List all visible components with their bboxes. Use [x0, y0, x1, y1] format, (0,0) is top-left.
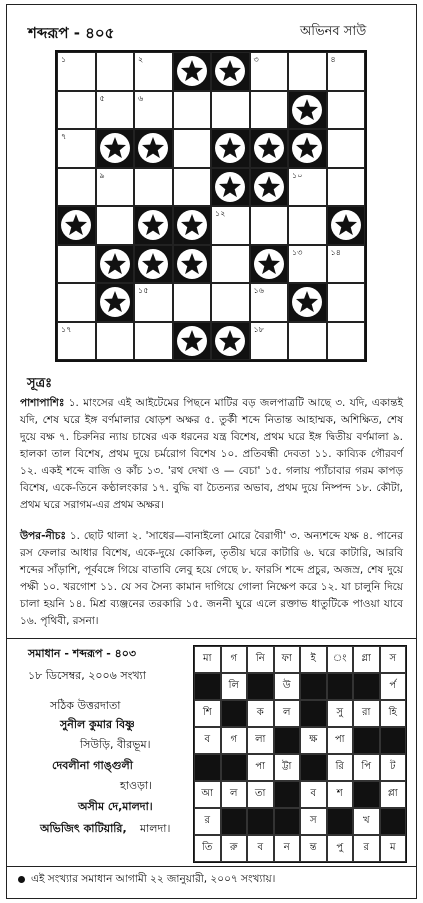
star-icon: [254, 172, 284, 202]
star-cell: [173, 52, 212, 91]
clue-number: ৬: [138, 93, 144, 103]
solution-cell: ই: [300, 646, 327, 673]
star-icon: [177, 210, 207, 240]
clue-number: ৪: [330, 55, 336, 64]
section-divider: [6, 638, 417, 639]
star-cell: [327, 206, 366, 245]
solution-grid: [193, 645, 407, 863]
grid-cell: [211, 91, 250, 130]
grid-cell: [327, 322, 366, 361]
solution-date: ১৮ ডিসেম্বর, ২০০৬ সংখ্যা: [28, 669, 146, 682]
star-icon: [100, 287, 130, 317]
grid-cell: [288, 206, 327, 245]
solution-cell: শ: [327, 781, 354, 808]
solution-cell: পা: [327, 727, 354, 754]
grid-cell: [96, 91, 135, 130]
grid-cell: [211, 206, 250, 245]
solution-cell: ট: [380, 754, 407, 781]
grid-cell: [250, 91, 289, 130]
star-icon: [100, 133, 130, 163]
solution-title: সমাধান - শব্দরূপ - ৪০৩: [28, 647, 137, 660]
solution-cell: উ: [274, 673, 301, 700]
grid-cell: [134, 52, 173, 91]
solver-name: দেবলীনা গাঙ্গুলী: [52, 759, 133, 772]
solution-cell: ং: [327, 646, 354, 673]
clue-number: ১২: [215, 209, 226, 218]
black-cell: [221, 754, 248, 781]
bullet-icon: [18, 876, 25, 883]
footer-text: এই সংখ্যার সমাধান আগামী ২২ জানুয়ারী, ২০০৭ সংখ্যায়।: [31, 873, 276, 885]
clue-number: ১: [61, 55, 67, 64]
star-icon: [292, 95, 322, 125]
footer-divider: [6, 866, 417, 867]
grid-cell: [250, 283, 289, 322]
grid-cell: [250, 322, 289, 361]
black-cell: [300, 700, 327, 727]
clue-number: ১৩: [292, 247, 303, 257]
star-icon: [177, 326, 207, 356]
black-cell: [274, 781, 301, 808]
star-icon: [292, 287, 322, 317]
grid-cell: [134, 168, 173, 207]
solution-cell: পা: [247, 754, 274, 781]
across-label: পাশাপাশিঃ: [20, 397, 65, 409]
clue-number: ৯: [99, 170, 105, 180]
solver-name: অসীম দে,মালদা।: [78, 800, 153, 813]
star-cell: [134, 245, 173, 284]
solution-cell: র: [353, 835, 380, 862]
clue-number: ১৫: [138, 286, 149, 295]
solution-cell: প্লা: [380, 781, 407, 808]
star-icon: [177, 249, 207, 279]
star-icon: [215, 326, 245, 356]
star-icon: [254, 133, 284, 163]
solution-cell: ন: [274, 835, 301, 862]
black-cell: [380, 808, 407, 835]
black-cell: [221, 808, 248, 835]
solution-cell: গ্লা: [353, 646, 380, 673]
grid-cell: [173, 91, 212, 130]
grid-cell: [57, 168, 96, 207]
solution-cell: রা: [353, 700, 380, 727]
star-cell: [288, 283, 327, 322]
solution-cell: খ: [353, 808, 380, 835]
black-cell: [353, 673, 380, 700]
star-cell: [211, 129, 250, 168]
grid-cell: [173, 168, 212, 207]
star-cell: [134, 129, 173, 168]
solution-cell: আ: [194, 781, 221, 808]
solution-cell: শি: [194, 700, 221, 727]
solution-cell: পি: [353, 754, 380, 781]
star-cell: [96, 129, 135, 168]
black-cell: [247, 673, 274, 700]
star-cell: [96, 245, 135, 284]
star-icon: [254, 249, 284, 279]
star-icon: [138, 249, 168, 279]
grid-cell: [57, 129, 96, 168]
solution-cell: ব: [194, 727, 221, 754]
down-text: ১. ছোট থালা ২. 'সাধের—বানাইলো মোরে বৈরাগী' ৩. অন্যশব্দে যক্ষ ৪. পানের রস ফেলার আধার বিশেষ, একে-দুয়ে কোকিল, তৃতীয় ঘরে কাটারি ৬. ঘরে কাটারি, আরবি শব্দের সাঁড়াশি, পূর্ববঙ্গে গিয়ে বাতাবি লেবু হয়ে গেছে ৮. ফারসি শব্দে প্রচুর, অজস্র, শেষ দুয়ে পক্ষী ১০. খরগোশ ১১. যে সব সৈন্য কামান দাগিয়ে গোলা নিক্ষেপ করে ১২. যা চালুনি দিয়ে চালা হয়নি ১৪. মিশ্র ব্যঞ্জনের তরকারি ১৫. জননী ঘুরে এলে রক্তাভ ধাতুটিকে পাওয়া যাবে ১৬. পৃথিবী, রসনা।: [20, 530, 403, 627]
crossword-grid: [55, 50, 367, 362]
solution-cell: রু: [221, 835, 248, 862]
star-icon: [331, 210, 361, 240]
solution-cell: গ: [221, 727, 248, 754]
black-cell: [300, 754, 327, 781]
grid-cell: [57, 91, 96, 130]
star-icon: [138, 133, 168, 163]
author-name: অভিনব সাউ: [300, 24, 367, 39]
grid-cell: [96, 168, 135, 207]
solution-cell: তা: [247, 781, 274, 808]
solution-cell: গ: [221, 646, 248, 673]
across-text: ১. মাংসের এই আইটেমের পিছনে মাটির বড় জলপাত্রটি আছে ৩. যদি, একান্তই যদি, শেষ ঘরে ইঙ্গ বর্ণমালার ষোড়শ অক্ষর ৫. তুর্কী শব্দে নিতান্ত আহাম্মক, অশিক্ষিত, শেষ দুয়ে বক্ষ ৭. চিরুনির ন্যায় চাষের এক ধরনের যন্ত্র বিশেষ, প্রথম ঘরে ইঙ্গ দ্বিতীয় বর্ণমালা ৯. হালকা তাল বিশেষ, প্রথম দুয়ে চর্মরোগ বিশেষ ১০. প্রতিবন্ধী দেবতা ১১. কাব্যিক গৌরবর্ণ ১২. একই শব্দে বাজি ও কাঁচ ১৩. 'রথ দেখা ও — বেচা' ১৫. গলায় প্যাঁচাবার গরম কাপড় বিশেষ, একে-তিনে কণ্ঠালংকার ১৭. বুদ্ধি বা চৈতন্যর অভাব, প্রথম দুয়ে নিষ্পন্দ ১৮. কৌটা, প্রথম ঘরে সরাগম-এর প্রথম অক্ষর।: [20, 397, 403, 511]
grid-cell: [327, 91, 366, 130]
solution-cell: ক্ষ: [300, 727, 327, 754]
star-icon: [215, 133, 245, 163]
star-icon: [100, 249, 130, 279]
solution-cell: স: [300, 808, 327, 835]
solution-cell: ল: [274, 700, 301, 727]
grid-cell: [250, 52, 289, 91]
star-icon: [61, 210, 91, 240]
grid-cell: [211, 283, 250, 322]
star-cell: [211, 322, 250, 361]
star-icon: [292, 133, 322, 163]
star-cell: [211, 52, 250, 91]
black-cell: [194, 673, 221, 700]
solution-cell: স: [380, 646, 407, 673]
star-cell: [250, 245, 289, 284]
grid-cell: [211, 245, 250, 284]
black-cell: [353, 727, 380, 754]
star-cell: [96, 283, 135, 322]
solution-cell: লি: [221, 673, 248, 700]
solver-place: মালদা।: [140, 822, 171, 835]
clue-number: ৫: [99, 93, 105, 103]
clue-number: ৩: [253, 55, 259, 64]
down-label: উপর-নীচঃ: [20, 530, 66, 542]
grid-cell: [134, 283, 173, 322]
solution-cell: রি: [327, 754, 354, 781]
clue-number: ২: [138, 55, 144, 64]
black-cell: [274, 727, 301, 754]
clue-number: ১৭: [61, 324, 72, 334]
across-clues: [20, 395, 403, 514]
grid-cell: [327, 168, 366, 207]
grid-cell: [327, 52, 366, 91]
clue-number: ৭: [61, 132, 67, 141]
solver-place: সিউড়ি, বীরভূম।: [80, 738, 151, 751]
solution-cell: ট্টা: [274, 754, 301, 781]
solution-cell: সু: [327, 700, 354, 727]
solver-name: সুনীল কুমার বিষ্ণু: [60, 718, 135, 731]
black-cell: [221, 700, 248, 727]
solver-place: হাওড়া।: [120, 779, 153, 792]
grid-cell: [173, 129, 212, 168]
footer-note: [18, 872, 275, 889]
black-cell: [380, 727, 407, 754]
black-cell: [353, 781, 380, 808]
solution-cell: লা: [247, 727, 274, 754]
star-icon: [138, 210, 168, 240]
clues-heading: সূত্রঃ: [27, 376, 53, 391]
puzzle-title: শব্দরূপ - ৪০৫: [28, 24, 115, 42]
clue-number: ১০: [292, 170, 303, 180]
grid-cell: [57, 245, 96, 284]
solution-cell: নি: [247, 646, 274, 673]
star-cell: [288, 91, 327, 130]
black-cell: [327, 808, 354, 835]
grid-cell: [288, 168, 327, 207]
clue-number: ১৬: [253, 286, 264, 295]
solution-cell: ব: [300, 781, 327, 808]
grid-cell: [57, 283, 96, 322]
star-cell: [173, 245, 212, 284]
grid-cell: [288, 322, 327, 361]
solution-cell: ন্ত: [300, 835, 327, 862]
black-cell: [300, 673, 327, 700]
grid-cell: [288, 52, 327, 91]
star-cell: [173, 206, 212, 245]
grid-cell: [327, 129, 366, 168]
solution-cell: র: [194, 808, 221, 835]
grid-cell: [96, 206, 135, 245]
grid-cell: [57, 322, 96, 361]
down-clues: [20, 528, 403, 630]
solution-cell: ক: [247, 700, 274, 727]
solution-cell: পু: [327, 835, 354, 862]
grid-cell: [250, 206, 289, 245]
grid-cell: [173, 283, 212, 322]
grid-cell: [134, 91, 173, 130]
grid-cell: [57, 52, 96, 91]
clue-number: ১৪: [330, 247, 341, 257]
black-cell: [274, 808, 301, 835]
star-cell: [211, 168, 250, 207]
solution-cell: তি: [194, 835, 221, 862]
solution-cell: ফা: [274, 646, 301, 673]
solution-cell: ম: [380, 835, 407, 862]
black-cell: [327, 673, 354, 700]
grid-cell: [134, 322, 173, 361]
correct-solvers-label: সঠিক উত্তরদাতা: [50, 699, 121, 712]
star-cell: [134, 206, 173, 245]
star-icon: [215, 56, 245, 86]
star-icon: [177, 56, 207, 86]
star-cell: [173, 322, 212, 361]
solution-cell: ল: [221, 781, 248, 808]
grid-cell: [327, 283, 366, 322]
clue-number: ১৮: [253, 324, 264, 334]
grid-cell: [96, 322, 135, 361]
star-cell: [288, 129, 327, 168]
solution-cell: হি: [380, 700, 407, 727]
solver-name: অভিজিৎ কাটিয়ারি,: [40, 822, 127, 835]
star-icon: [215, 172, 245, 202]
star-cell: [57, 206, 96, 245]
solution-cell: ব: [247, 835, 274, 862]
grid-cell: [327, 245, 366, 284]
solution-cell: র্প: [380, 673, 407, 700]
black-cell: [194, 754, 221, 781]
solution-cell: মা: [194, 646, 221, 673]
star-cell: [250, 129, 289, 168]
star-cell: [250, 168, 289, 207]
grid-cell: [96, 52, 135, 91]
grid-cell: [288, 245, 327, 284]
black-cell: [247, 808, 274, 835]
